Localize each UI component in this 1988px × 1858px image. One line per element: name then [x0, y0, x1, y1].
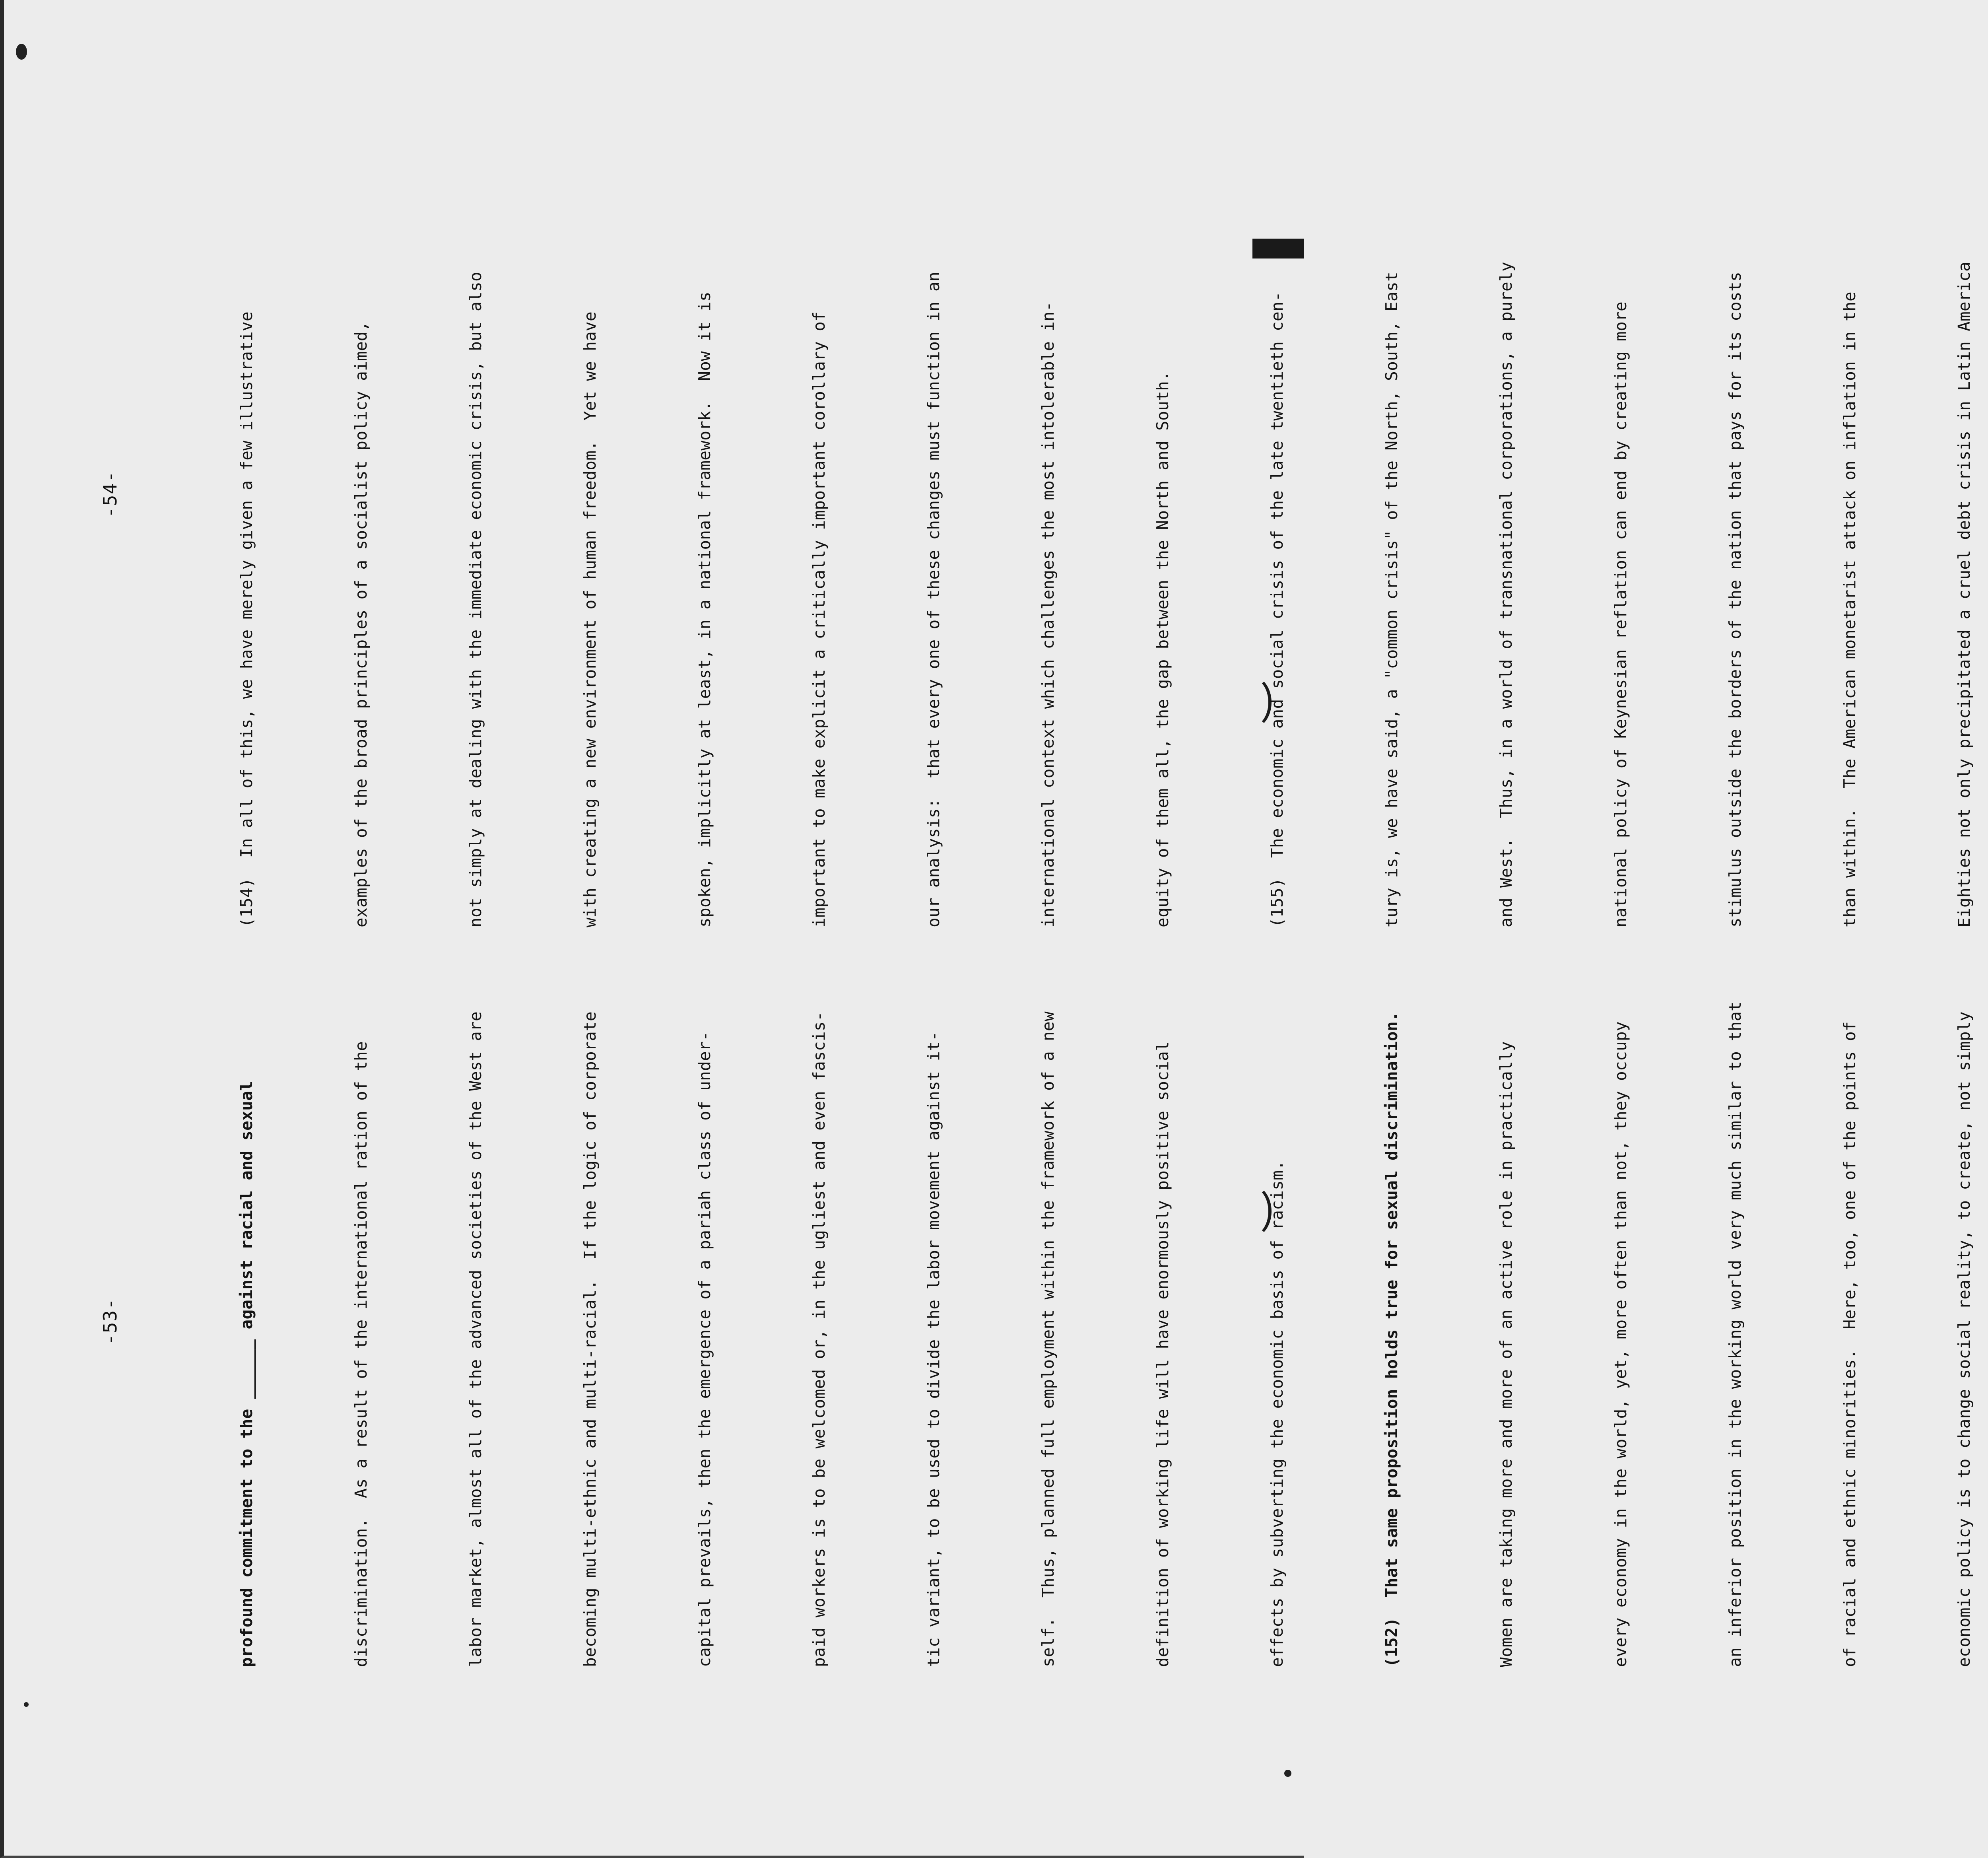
text-line: self. Thus, planned full employment within the framework of a new: [1039, 1011, 1058, 1667]
text-line: every economy in the world, yet, more often than not, they occupy: [1611, 1021, 1630, 1667]
text-line: important to make explicit a critically important corollary of: [810, 311, 829, 927]
text-line: spoken, implicitly at least, in a national framework. Now it is: [695, 292, 714, 927]
text-line: national policy of Keynesian reflation can end by creating more: [1611, 301, 1630, 927]
text-line: profound commitment to the ______ against racial and sexual: [237, 1081, 256, 1667]
text-line: examples of the broad principles of a socialist policy aimed,: [351, 321, 371, 927]
text-line: of racial and ethnic minorities. Here, too, one of the points of: [1840, 1021, 1859, 1667]
text-line: than within. The American monetarist attack on inflation in the: [1840, 292, 1859, 927]
text-line: economic policy is to change social reality, to create, not simply: [1955, 1011, 1974, 1667]
page-number-left: -53-: [99, 1298, 121, 1345]
text-line: definition of working life will have enormously positive social: [1153, 1041, 1172, 1667]
text-line: capital prevails, then the emergence of a pariah class of under-: [695, 1031, 714, 1667]
page-number-right: -54-: [99, 470, 121, 518]
text-line: (154) In all of this, we have merely given a few illustrative: [237, 311, 256, 927]
text-line: Eighties not only precipitated a cruel debt crisis in Latin America: [1955, 262, 1974, 927]
text-line: international context which challenges the most intolerable in-: [1039, 301, 1058, 927]
text-line: equity of them all, the gap between the North and South.: [1153, 371, 1172, 927]
text-line: our analysis: that every one of these changes must function in an: [924, 272, 943, 927]
text-line: with creating a new environment of human freedom. Yet we have: [580, 311, 600, 927]
text-column-left: [151, 991, 1988, 1667]
text-line: not simply at dealing with the immediate economic crisis, but also: [466, 272, 485, 927]
text-line: effects by subverting the economic basis of racism.: [1268, 1160, 1287, 1667]
text-line: becoming multi-ethnic and multi-racial. If the logic of corporate: [580, 1011, 600, 1667]
text-line: (152) That same proposition holds true for sexual discrimination.: [1382, 1011, 1401, 1667]
text-line: (155) The economic and social crisis of the late twentieth cen-: [1268, 292, 1287, 927]
text-line: paid workers is to be welcomed or, in the ugliest and even fascis-: [810, 1011, 829, 1667]
text-column-right: [151, 252, 1988, 927]
text-line: Women are taking more and more of an active role in practically: [1497, 1041, 1516, 1667]
text-line: an inferior position in the working world very much similar to that: [1726, 1001, 1745, 1667]
text-line: labor market, almost all of the advanced societies of the West are: [466, 1011, 485, 1667]
text-line: tic variant, to be used to divide the labor movement against it-: [924, 1031, 943, 1667]
text-line: stimulus outside the borders of the nation that pays for its costs: [1726, 272, 1745, 927]
text-line: discrimination. As a result of the international ration of the: [351, 1041, 371, 1667]
text-line: and West. Thus, in a world of transnational corporations, a purely: [1497, 262, 1516, 927]
text-line: tury is, we have said, a "common crisis" of the North, South, East: [1382, 272, 1401, 927]
